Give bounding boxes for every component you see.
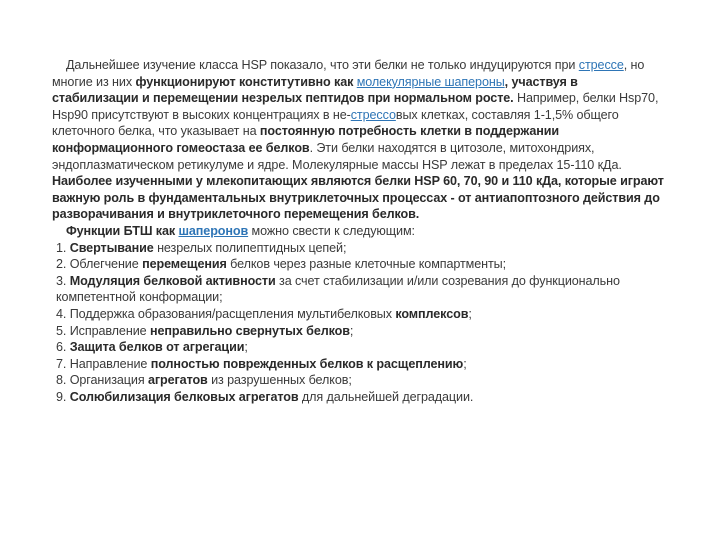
bold-span: полностью поврежденных белков к расщеплению [150, 356, 464, 371]
link-stress[interactable]: стрессе [578, 58, 624, 72]
list-number: 3. [56, 273, 70, 288]
bold-span: Наиболее изученными у млекопитающих являются белки HSP 60, 70, 90 и 110 кДа, которые играют важную роль в фундаментальных внутриклеточных процессах - от антиапоптозного действия до разворачивания и внутриклеточного перемещения белков. [52, 174, 664, 222]
list-number: 7. [56, 356, 70, 371]
bold-span: Свертывание [69, 240, 154, 255]
list-number: 9. [56, 389, 70, 404]
link-chaperones[interactable]: шаперонов [178, 223, 249, 238]
list-number: 8. [56, 373, 70, 388]
list-item [52, 256, 664, 273]
text-span: белков через разные клеточные компартменты; [226, 257, 507, 272]
list-item [52, 273, 664, 306]
bold-span: функционируют конститутивно как [135, 74, 357, 89]
text-span: вых клетках, составляя 1-1,5% общего клеточного белка, что указывает на [52, 107, 619, 139]
bold-span: агрегатов [147, 373, 208, 388]
text-span: ; [244, 340, 248, 355]
text-span: Организация [69, 373, 148, 388]
bold-span: комплексов [395, 306, 469, 321]
text-span: ; [463, 356, 467, 371]
bold-span: Защита белков от агрегации [69, 340, 245, 355]
bold-span: Солюбилизация белковых агрегатов [69, 389, 299, 404]
list-item [52, 339, 664, 356]
list-item [52, 372, 664, 389]
text-span: . Эти белки находятся в цитозоле, митохондриях, эндоплазматическом ретикулуме и ядре. Молекулярные массы HSP лежат в пределах 15-110 кДа. [52, 140, 622, 172]
text-span: Облегчение [69, 257, 143, 272]
bold-span: Модуляция белковой активности [69, 273, 276, 288]
bold-span: Функции БТШ как [66, 223, 179, 238]
paragraph-functions-heading [52, 223, 664, 240]
bold-span: неправильно свернутых белков [149, 323, 350, 338]
functions-list [52, 240, 664, 406]
text-span: Направление [69, 356, 151, 371]
list-item [52, 306, 664, 323]
list-item [52, 356, 664, 373]
list-item [52, 389, 664, 406]
text-span: Дальнейшее изучение класса HSP показало, что эти белки не только индуцируются при [66, 58, 579, 72]
text-span: Поддержка образования/расщепления мультибелковых [69, 306, 396, 321]
link-stress-2[interactable]: стрессо [350, 107, 396, 122]
bold-span: постоянную потребность клетки в поддержании конформационного гомеостаза ее белков [52, 124, 560, 155]
text-span: , но многие из них [52, 58, 645, 89]
text-span: Исправление [69, 323, 150, 338]
list-number: 2. [56, 257, 70, 272]
text-span: незрелых полипептидных цепей; [153, 240, 347, 255]
text-span: можно свести к следующим: [248, 223, 415, 238]
list-number: 4. [56, 306, 70, 321]
list-number: 5. [56, 323, 70, 338]
paragraph-hsp-intro [52, 57, 664, 223]
list-number: 6. [56, 340, 70, 355]
text-span: для дальнейшей деградации. [298, 389, 474, 404]
text-span: Например, белки Hsp70, Hsp90 присутствуют в высоких концентрациях в не- [52, 91, 659, 122]
bold-span: перемещения [142, 257, 227, 272]
list-number: 1. [56, 240, 70, 255]
text-block [52, 57, 664, 405]
text-span: ; [468, 306, 472, 321]
link-molecular-chaperones[interactable]: молекулярные шапероны [356, 74, 505, 89]
text-span: ; [349, 323, 354, 338]
list-item [52, 240, 664, 257]
text-span: из разрушенных белков; [207, 373, 352, 388]
list-item [52, 323, 664, 340]
text-span: за счет стабилизации и/или созревания до функционально компетентной конформации; [56, 273, 620, 305]
bold-span: , участвуя в стабилизации и перемещении незрелых пептидов при нормальном росте. [52, 74, 578, 106]
